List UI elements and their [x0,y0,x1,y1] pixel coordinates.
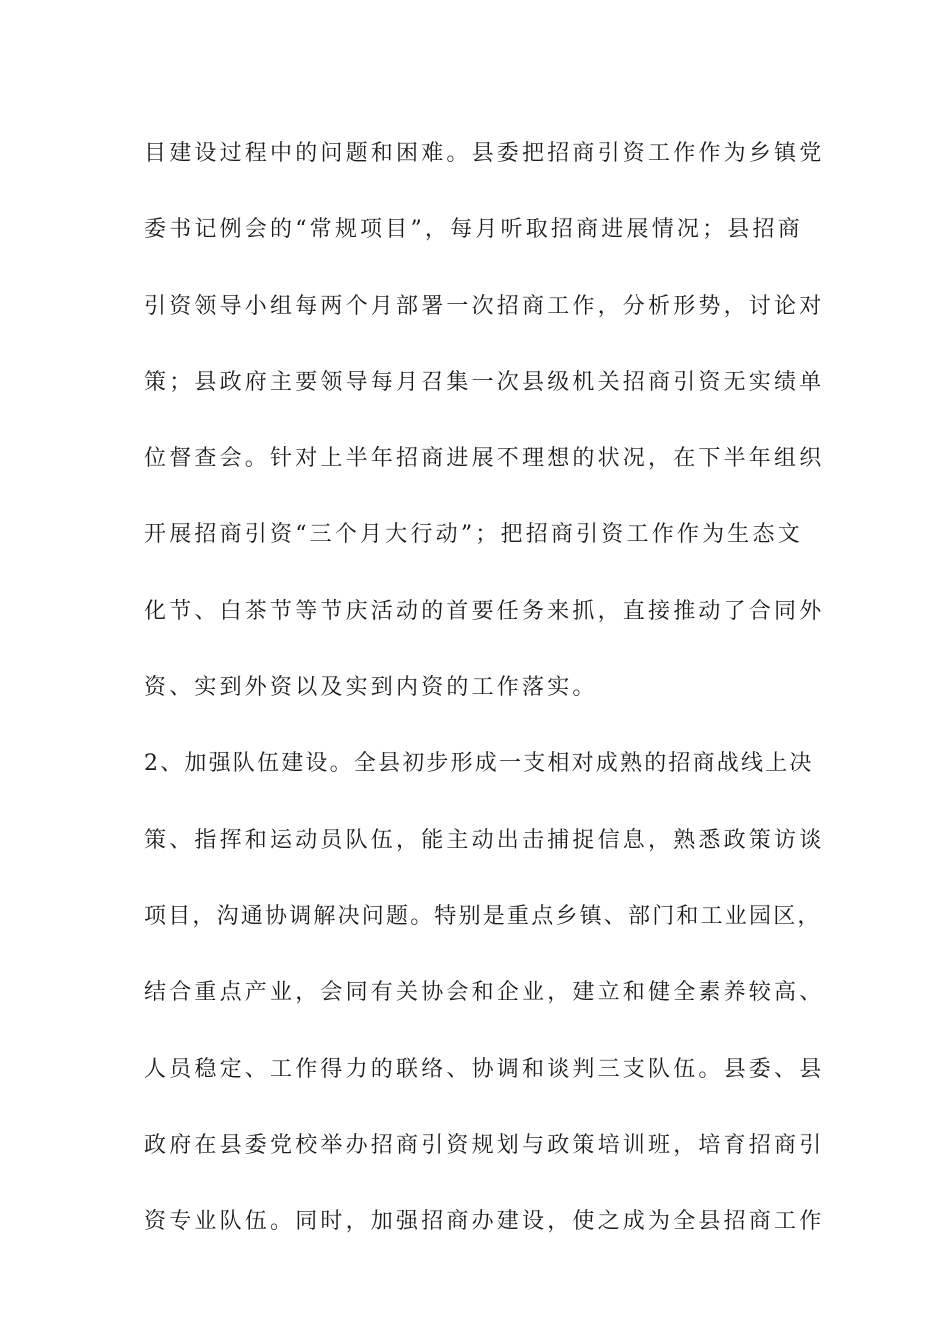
text-line-13: 人员稳定、工作得力的联络、协调和谈判三支队伍。县委、县 [144,1056,825,1082]
text-line-11: 项目，沟通协调解决问题。特别是重点乡镇、部门和工业园区， [144,903,822,929]
text-line-15: 资专业队伍。同时，加强招商办建设，使之成为全县招商工作 [144,1209,825,1235]
text-line-6: 开展招商引资“三个月大行动”；把招商引资工作作为生态文 [144,522,803,548]
text-line-7: 化节、白茶节等节庆活动的首要任务来抓，直接推动了合同外 [144,598,825,624]
text-line-5: 位督查会。针对上半年招商进展不理想的状况，在下半年组织 [144,446,825,472]
text-line-4: 策；县政府主要领导每月召集一次县级机关招商引资无实绩单 [144,369,825,395]
text-line-10: 策、指挥和运动员队伍，能主动出击捕捉信息，熟悉政策访谈 [144,827,825,853]
text-line-8: 资、实到外资以及实到内资的工作落实。 [144,675,598,701]
text-line-9: 2、加强队伍建设。全县初步形成一支相对成熟的招商战线上决 [144,751,814,777]
text-line-14: 政府在县委党校举办招商引资规划与政策培训班，培育招商引 [144,1132,825,1158]
body-text [144,128,824,1272]
text-line-3: 引资领导小组每两个月部署一次招商工作，分析形势，讨论对 [144,293,825,319]
text-line-2: 委书记例会的“常规项目”，每月听取招商进展情况；县招商 [144,217,803,243]
text-line-1: 目建设过程中的问题和困难。县委把招商引资工作作为乡镇党 [144,141,825,166]
text-line-12: 结合重点产业，会同有关协会和企业，建立和健全素养较高、 [144,980,825,1006]
